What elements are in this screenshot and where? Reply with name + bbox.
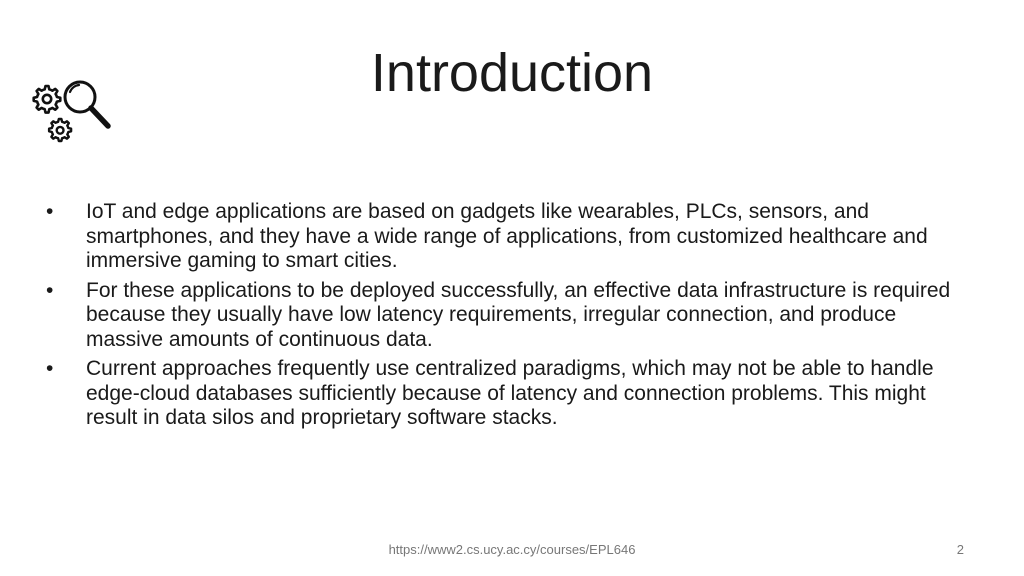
bullet-list [46,200,966,436]
slide-title: Introduction [370,43,654,103]
bullet-text: IoT and edge applications are based on gadgets like wearables, PLCs, sensors, and smartphones, and they have a wide range of applications, from customized healthcare and immersive gaming to smart cities. [86,200,928,272]
footer-url: https://www2.cs.ucy.ac.cy/courses/EPL646 [388,542,636,557]
bullet-marker: • [46,278,54,302]
bullet-item [46,357,966,431]
bullet-text: For these applications to be deployed successfully, an effective data infrastructure is required because they usually have low latency requirements, irregular connection, and produce massive amounts of continuous data. [86,278,951,351]
page-number: 2 [956,542,964,557]
bullet-text: Current approaches frequently use centralized paradigms, which may not be able to handle edge-cloud databases sufficiently because of latency and connection problems. This might result in data silos and proprietary software stacks. [86,357,934,429]
bullet-item [46,200,966,274]
gear-small-icon [49,119,71,141]
bullet-marker: • [46,357,54,380]
bullet-marker: • [46,200,54,223]
bullet-item [46,279,966,353]
